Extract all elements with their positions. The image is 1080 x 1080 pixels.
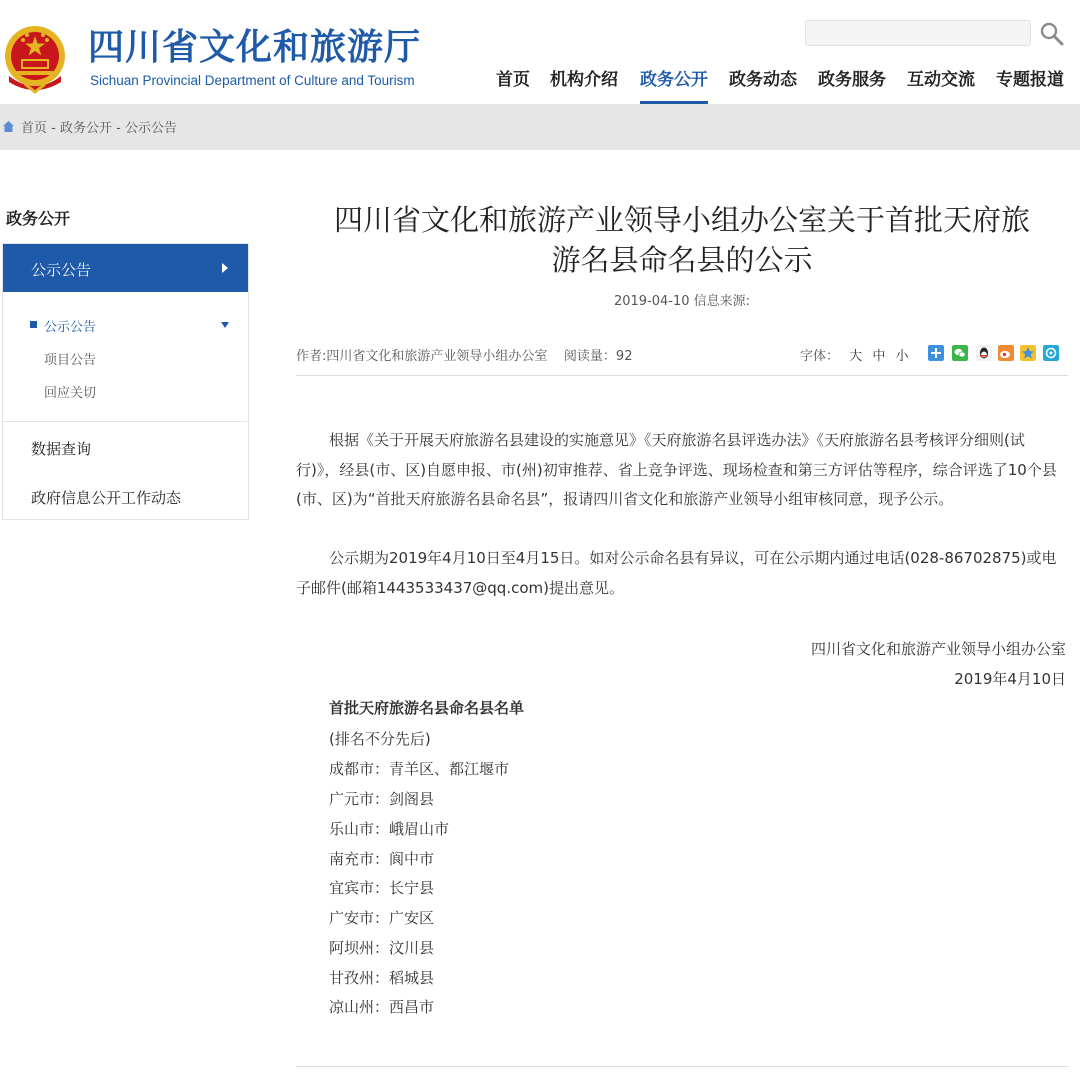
list-item: 成都市：青羊区、都江堰市: [329, 760, 510, 778]
site-header: [0, 0, 1080, 104]
national-emblem-icon[interactable]: [3, 24, 67, 94]
font-size-medium-button[interactable]: 中: [872, 349, 886, 364]
breadcrumb-separator: -: [112, 121, 125, 136]
article-reads: 阅读量：92: [563, 349, 633, 364]
font-size-large-button[interactable]: 大: [849, 349, 863, 364]
article-title: [296, 200, 1068, 280]
nav-special-reports[interactable]: 专题报道: [996, 70, 1064, 90]
breadcrumb-home[interactable]: 首页: [21, 121, 48, 136]
article-title-line: 游名县命名县的公示: [551, 243, 813, 277]
article-paragraph: 根据《关于开展天府旅游名县建设的实施意见》《天府旅游名县评选办法》《天府旅游名县考核评分细则(试行)》，经县(市、区)自愿申报、市(州)初审推荐、省上竞争评选、现场检查和第三方评估等程序，综合评选了10个县(市、区)为“首批天府旅游名县命名县”，报请四川省文化和旅游产业领导小组审核同意，现予公示。: [296, 431, 1057, 508]
site-title[interactable]: 四川省文化和旅游厅: [88, 27, 422, 68]
site-subtitle: Sichuan Provincial Department of Culture and Tourism: [90, 73, 415, 88]
article-signature: 四川省文化和旅游产业领导小组办公室: [810, 640, 1066, 658]
home-icon: [2, 120, 15, 133]
article-divider: [296, 375, 1068, 376]
list-item: 甘孜州：稻城县: [329, 969, 435, 987]
list-note: (排名不分先后): [329, 730, 431, 748]
list-item: 阿坝州：汶川县: [329, 939, 435, 957]
nav-news[interactable]: 政务动态: [729, 70, 797, 90]
list-item: 宜宾市：长宁县: [329, 879, 435, 897]
list-title: 首批天府旅游名县命名县名单: [329, 699, 525, 717]
article-paragraph: 公示期为2019年4月10日至4月15日。如对公示命名县有异议，可在公示期内通过电话(028-86702875)或电子邮件(邮箱1443533437@qq.com)提出意见。: [296, 549, 1057, 597]
sidebar-item-disclosure-updates[interactable]: 政府信息公开工作动态: [31, 489, 182, 507]
article-title-line: 四川省文化和旅游产业领导小组办公室关于首批天府旅: [333, 203, 1030, 237]
sidebar-item-label: 公示公告: [31, 261, 92, 279]
article-source-label: 信息来源:: [693, 294, 751, 309]
article-date: 2019-04-10: [613, 294, 690, 309]
breadcrumb: [21, 117, 177, 136]
nav-interaction[interactable]: 互动交流: [907, 70, 975, 90]
list-item: 南充市：阆中市: [329, 850, 435, 868]
article-info: [296, 345, 632, 364]
wechat-icon[interactable]: [952, 345, 968, 361]
sidebar-subitem-project-notices[interactable]: 项目公告: [44, 353, 97, 368]
weibo-icon[interactable]: [998, 345, 1014, 361]
nav-institutions[interactable]: 机构介绍: [550, 70, 618, 90]
breadcrumb-bar: [0, 104, 1080, 150]
search-input[interactable]: [805, 20, 1031, 46]
sidebar-subitem-responses[interactable]: 回应关切: [44, 386, 97, 401]
nav-services[interactable]: 政务服务: [818, 70, 886, 90]
bullet-icon: [30, 321, 37, 328]
share-more-icon[interactable]: [1043, 345, 1059, 361]
sidebar-panel: [2, 243, 249, 520]
sidebar-subitem-notices[interactable]: 公示公告: [44, 320, 97, 335]
article-author: 作者:四川省文化和旅游产业领导小组办公室: [296, 349, 548, 364]
font-size-small-button[interactable]: 小: [895, 349, 909, 364]
font-size-label: 字体：: [800, 349, 840, 364]
qq-icon[interactable]: [976, 345, 992, 361]
list-item: 广安市：广安区: [329, 909, 435, 927]
sidebar-divider: [2, 421, 247, 422]
qzone-icon[interactable]: [1020, 345, 1036, 361]
plus-share-icon[interactable]: [928, 345, 944, 361]
sidebar-heading: 政务公开: [6, 209, 71, 228]
chevron-right-icon: [222, 263, 228, 273]
sidebar-item-notices[interactable]: [3, 244, 248, 292]
nav-home[interactable]: 首页: [496, 70, 530, 90]
sidebar-item-data-query[interactable]: 数据查询: [31, 440, 92, 458]
list-item: 乐山市：峨眉山市: [329, 820, 450, 838]
font-size-controls: [800, 345, 908, 364]
article-sign-date: 2019年4月10日: [954, 670, 1066, 688]
breadcrumb-separator: -: [47, 121, 60, 136]
nav-government-affairs[interactable]: 政务公开: [640, 58, 708, 104]
list-item: 凉山州：西昌市: [329, 998, 435, 1016]
breadcrumb-section[interactable]: 政务公开: [59, 121, 112, 136]
list-item: 广元市：剑阁县: [329, 790, 435, 808]
article-bottom-divider: [296, 1066, 1068, 1067]
article-meta: [296, 290, 1068, 309]
breadcrumb-current[interactable]: 公示公告: [124, 121, 177, 136]
search-icon[interactable]: [1038, 20, 1066, 48]
chevron-down-icon[interactable]: [221, 322, 229, 328]
